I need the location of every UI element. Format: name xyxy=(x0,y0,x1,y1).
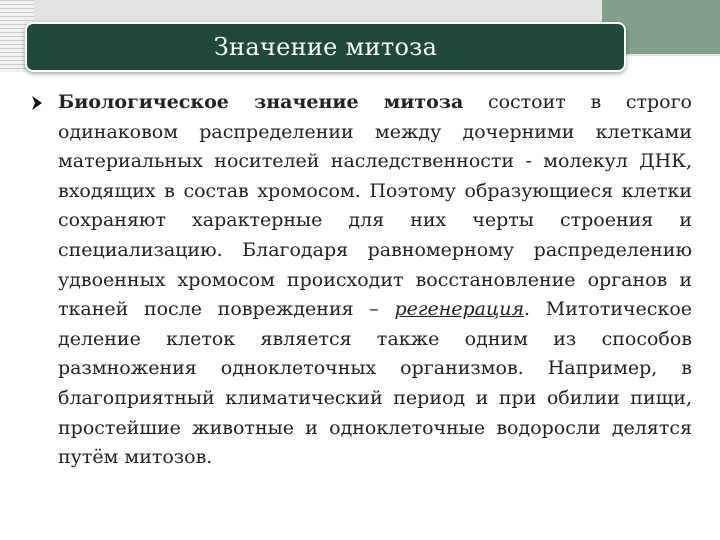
arrow-right-icon xyxy=(30,92,44,112)
content-block xyxy=(30,88,692,473)
bullet xyxy=(30,88,58,473)
title-banner xyxy=(25,22,626,72)
paragraph xyxy=(58,88,692,473)
bold-lead: Биологическое значение митоза xyxy=(58,91,464,113)
regeneration-term: регенерация xyxy=(394,298,525,321)
page-title: Значение митоза xyxy=(213,33,438,61)
paragraph-part1: состоит в строго одинаковом распределении между дочерними клетками материальных носителей наследственности - молекул ДНК, входящих в состав хромосом. Поэтому образующиеся клетки сохраняют характерные для них черты строения и специализацию. Благодаря равномерному распределению удвоенных хромосом происходит восстановление органов и тканей после повреждения – xyxy=(58,91,692,321)
paragraph-part2: . Митотическое деление клеток является также одним из способов размножения одноклеточных организмов. Например, в благоприятный климатический период и при обилии пищи, простейшие животные и одноклеточные водоросли делятся путём митозов. xyxy=(58,298,693,469)
